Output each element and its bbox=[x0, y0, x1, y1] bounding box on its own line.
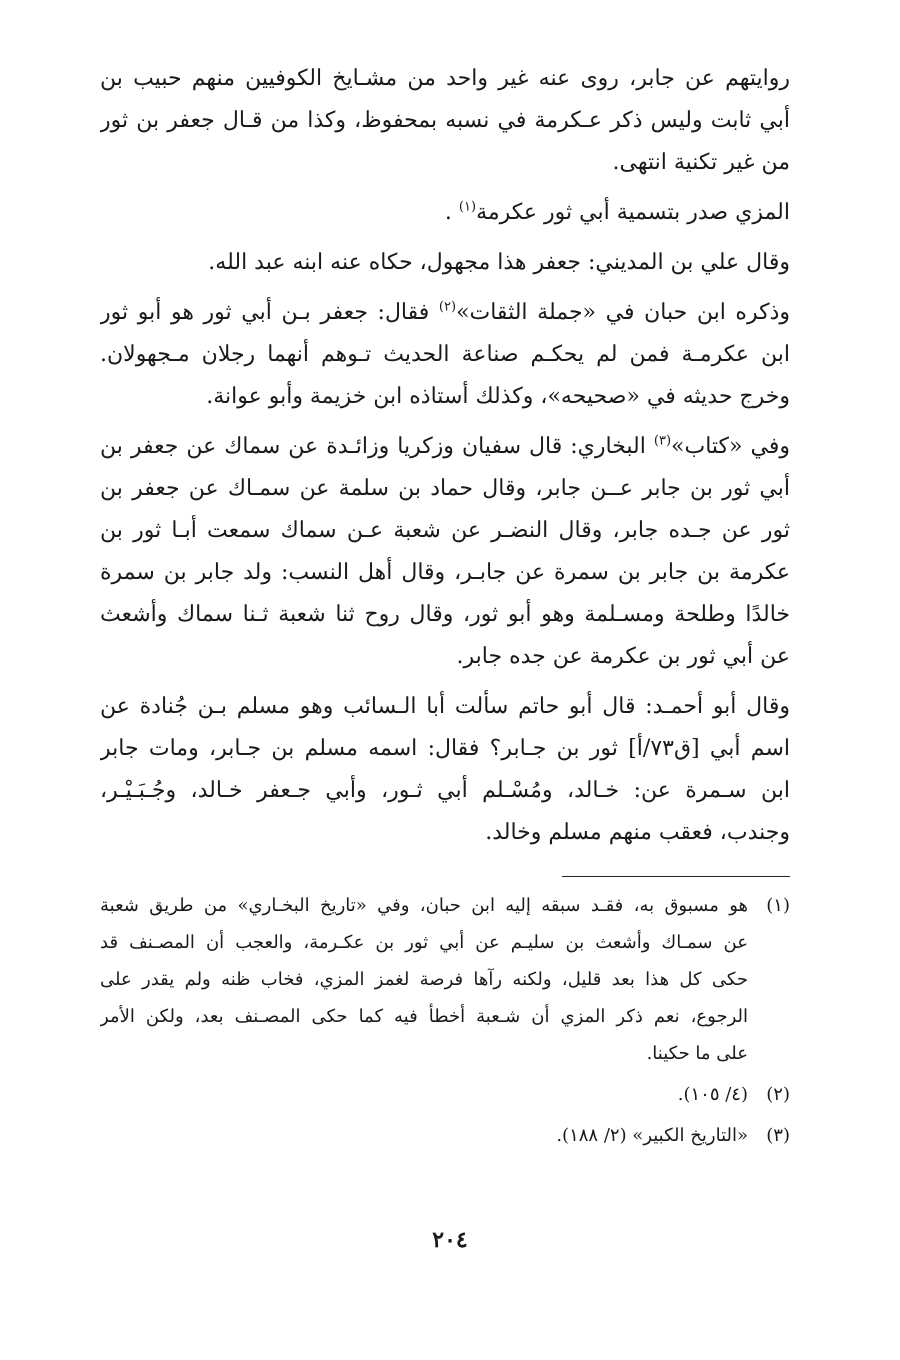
footnote-number: (١) bbox=[766, 895, 790, 916]
text-segment: وذكره ابن حبان في «جملة الثقات» bbox=[456, 300, 790, 325]
text-segment: فقال: جعفر بـن أبي ثور هو أبو ثور bbox=[100, 300, 439, 325]
text-line: ابن سـمرة عن: خـالد، ومُسْـلم أبي ثـور، وأبي جـعفر خـالد، وجُـبَـيْـر، bbox=[100, 778, 790, 803]
footnotes bbox=[100, 887, 790, 1154]
text-line: عن أبي ثور بن عكرمة عن جده جابر. bbox=[456, 644, 790, 669]
footnote-ref: (٢) bbox=[438, 299, 457, 315]
text-segment: البخاري: قال سفيان وزكريا وزائـدة عن سماك عن جعفر بن bbox=[100, 434, 654, 459]
text-line: اسم أبي [ق٧٣/أ] ثور بن جـابر؟ فقال: اسمه مسلم بن جـابر، ومات جابر bbox=[100, 736, 790, 761]
text-line: أبي ثابت وليس ذكر عـكرمة في نسبه بمحفوظ، وكذا من قـال جعفر بن ثور bbox=[100, 108, 790, 133]
text-line: وقال أبو أحمـد: قال أبو حاتم سألت أبا الـسائب وهو مسلم بـن جُنادة عن bbox=[100, 694, 790, 719]
paragraph bbox=[100, 426, 790, 678]
text-line: وخرج حديثه في «صحيحه»، وكذلك أستاذه ابن خزيمة وأبو عوانة. bbox=[206, 384, 790, 409]
footnote-divider bbox=[562, 876, 790, 877]
text-line: وجندب، فعقب منهم مسلم وخالد. bbox=[485, 820, 790, 845]
text-line bbox=[100, 292, 790, 334]
text-segment: وفي «كتاب» bbox=[671, 434, 790, 459]
footnote-line: الرجوع، نعم ذكر المزي أن شـعبة أخطأ فيه كما حكى المصـنف بعد، ولكن الأمر bbox=[100, 1006, 748, 1027]
footnote-ref: (٣) bbox=[653, 433, 672, 449]
paragraph bbox=[100, 686, 790, 854]
text-line bbox=[100, 426, 790, 468]
footnote-line: على ما حكينا. bbox=[646, 1043, 748, 1064]
footnote-ref: (١) bbox=[458, 199, 477, 215]
footnote-line: «التاريخ الكبير» (٢/ ١٨٨). bbox=[556, 1125, 748, 1146]
footnote-line: عن سمـاك وأشعث بن سليـم عن أبي ثور بن عكـرمة، والعجب أن المصـنف قد bbox=[100, 932, 748, 953]
text-line: أبي ثور بن جابر عــن جابر، وقال حماد بن سلمة عن سمـاك عن جعفر بن bbox=[100, 476, 790, 501]
footnote-line: (٤/ ١٠٥). bbox=[677, 1084, 748, 1105]
footnote-number: (٢) bbox=[766, 1084, 790, 1105]
main-text bbox=[100, 58, 790, 854]
paragraph bbox=[100, 192, 790, 234]
text-line: عكرمة بن جابر بن سمرة عن جابـر، وقال أهل النسب: ولد جابر بن سمرة bbox=[100, 560, 790, 585]
footnote-line: حكى كل هذا بعد قليل، ولكنه رآها فرصة لغمز المزي، فخاب ظنه ولم يقدر على bbox=[100, 969, 748, 990]
text-line: ابن عكرمـة فمن لم يحكـم صناعة الحديث تـوهم أنهما رجلان مـجهولان. bbox=[100, 342, 790, 367]
footnote-line: هو مسبوق به، فقـد سبقه إليه ابن حبان، وفي «تاريخ البخـاري» من طريق شعبة bbox=[100, 895, 748, 916]
text-line bbox=[100, 192, 790, 234]
text-segment: . bbox=[444, 200, 459, 225]
text-line: روايتهم عن جابر، روى عنه غير واحد من مشـايخ الكوفيين منهم حبيب بن bbox=[100, 66, 790, 91]
footnote bbox=[100, 1117, 790, 1154]
paragraph bbox=[100, 292, 790, 418]
text-line: ثور عن جـده جابر، وقال النضـر عن شعبة عـن سماك سمعت أبـا ثور بن bbox=[100, 518, 790, 543]
footnote bbox=[100, 887, 790, 1072]
footnote bbox=[100, 1076, 790, 1113]
text-line: خالدًا وطلحة ومسـلمة وهو أبو ثور، وقال روح ثنا شعبة ثـنا سماك وأشعث bbox=[100, 602, 790, 627]
text-line: من غير تكنية انتهى. bbox=[612, 150, 790, 175]
footnote-number: (٣) bbox=[766, 1125, 790, 1146]
text-line: وقال علي بن المديني: جعفر هذا مجهول، حكاه عنه ابنه عبد الله. bbox=[208, 250, 790, 275]
text-segment: المزي صدر بتسمية أبي ثور عكرمة bbox=[476, 200, 790, 225]
paragraph bbox=[100, 58, 790, 184]
paragraph bbox=[100, 242, 790, 284]
page-number: ٢٠٤ bbox=[432, 1227, 468, 1253]
